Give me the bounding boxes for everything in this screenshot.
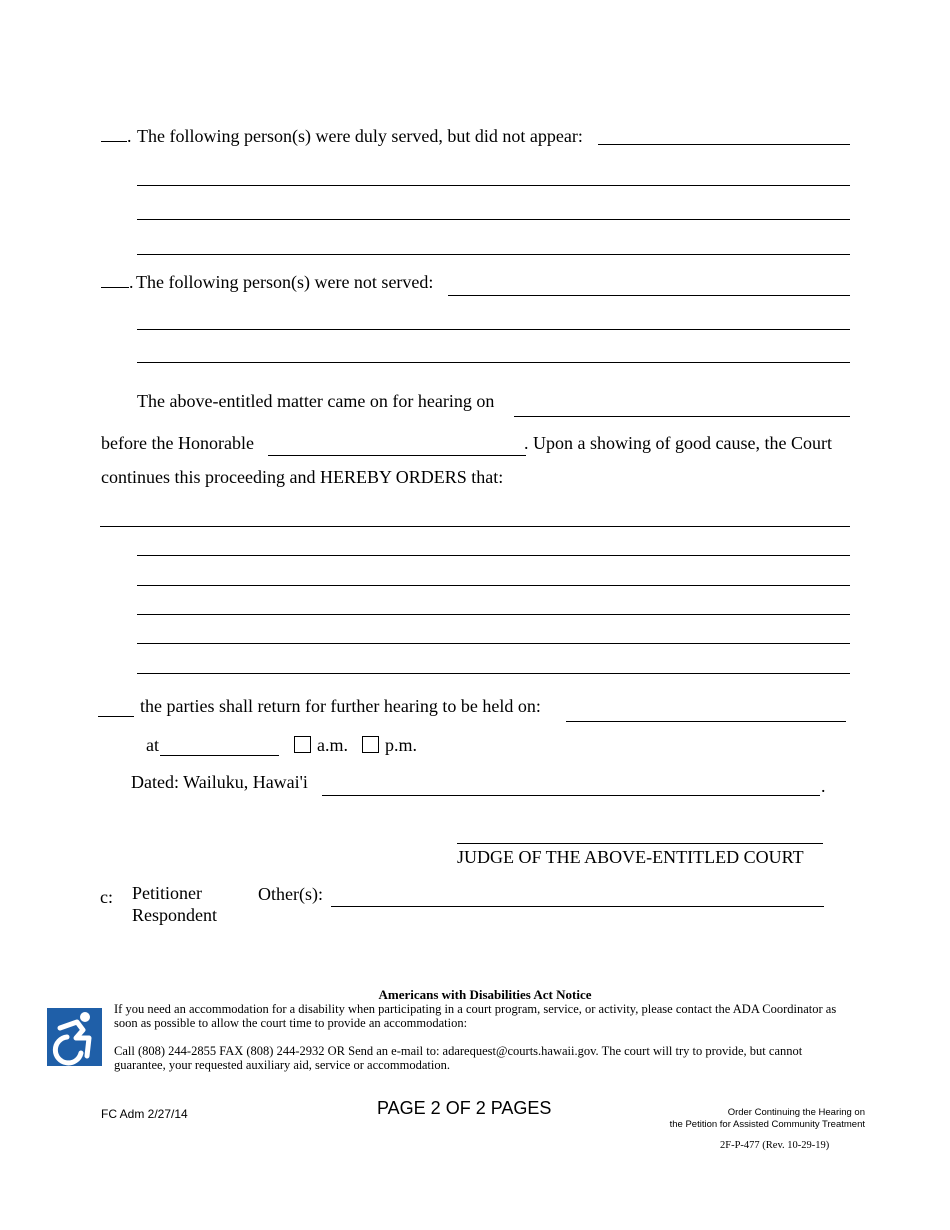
not-served-prefix: .: [129, 272, 134, 292]
not-served-entry-line[interactable]: [137, 329, 850, 330]
hearing-line1: The above-entitled matter came on for hearing on: [137, 391, 495, 411]
judge-name-line[interactable]: [268, 455, 526, 456]
pm-checkbox[interactable]: [362, 736, 379, 753]
dated-period: .: [821, 776, 826, 796]
accessibility-icon: [47, 1008, 102, 1066]
hearing-line2-before: before the Honorable: [101, 433, 254, 453]
not-served-label: The following person(s) were not served:: [136, 272, 434, 292]
judge-signature-label: JUDGE OF THE ABOVE-ENTITLED COURT: [457, 847, 804, 867]
page-label: PAGE 2 OF 2 PAGES: [377, 1098, 552, 1118]
hearing-line2-after: . Upon a showing of good cause, the Court: [524, 433, 832, 453]
not-served-checkline[interactable]: [101, 272, 134, 292]
copy-petitioner: Petitioner: [132, 883, 202, 903]
served-entry-line[interactable]: [137, 185, 850, 186]
am-label: a.m.: [317, 735, 348, 755]
document-title-line1: Order Continuing the Hearing on: [727, 1107, 865, 1118]
not-served-entry-line[interactable]: [448, 295, 850, 296]
hearing-line3: continues this proceeding and HEREBY ORDERS that:: [101, 467, 504, 487]
others-line[interactable]: [331, 906, 824, 907]
hearing-date-line[interactable]: [514, 416, 850, 417]
at-label: at: [146, 735, 159, 755]
orders-line[interactable]: [137, 643, 850, 644]
ada-paragraph-2: Call (808) 244-2855 FAX (808) 244-2932 OR Send an e-mail to: adarequest@courts.hawaii.gov. The court will try to provide, but cannot guarantee, your requested auxiliary aid, service or accommodation.: [114, 1044, 803, 1072]
orders-line[interactable]: [137, 555, 850, 556]
copies-label: c:: [100, 887, 113, 907]
copy-respondent: Respondent: [132, 905, 217, 925]
served-entry-line[interactable]: [598, 144, 850, 145]
document-title: [560, 1107, 865, 1131]
form-number: 2F-P-477 (Rev. 10-29-19): [720, 1140, 830, 1151]
ada-paragraph-1: If you need an accommodation for a disability when participating in a court program, service, or activity, please contact the ADA Coordinator as soon as possible to allow the court time to provide an accommodation:: [114, 1002, 837, 1030]
further-hearing-label: the parties shall return for further hearing to be held on:: [140, 696, 541, 716]
orders-line[interactable]: [137, 614, 850, 615]
further-hearing-checkline[interactable]: [98, 716, 134, 717]
further-hearing-date-line[interactable]: [566, 721, 846, 722]
orders-line[interactable]: [137, 673, 850, 674]
ada-title: Americans with Disabilities Act Notice: [378, 987, 592, 1002]
served-entry-line[interactable]: [137, 219, 850, 220]
dated-line[interactable]: [322, 795, 820, 796]
not-served-entry-line[interactable]: [137, 362, 850, 363]
orders-line[interactable]: [137, 585, 850, 586]
dated-label: Dated: Wailuku, Hawai'i: [131, 772, 308, 792]
served-checkline[interactable]: [101, 126, 132, 146]
document-title-line2: the Petition for Assisted Community Treatment: [669, 1119, 865, 1130]
form-date: FC Adm 2/27/14: [101, 1107, 188, 1121]
time-line[interactable]: [160, 755, 279, 756]
served-prefix: .: [127, 126, 132, 146]
judge-signature-line[interactable]: [457, 843, 823, 844]
orders-line[interactable]: [100, 526, 850, 527]
copy-others-label: Other(s):: [258, 884, 323, 904]
served-label: The following person(s) were duly served, but did not appear:: [137, 126, 583, 146]
served-entry-line[interactable]: [137, 254, 850, 255]
pm-label: p.m.: [385, 735, 418, 755]
am-checkbox[interactable]: [294, 736, 311, 753]
